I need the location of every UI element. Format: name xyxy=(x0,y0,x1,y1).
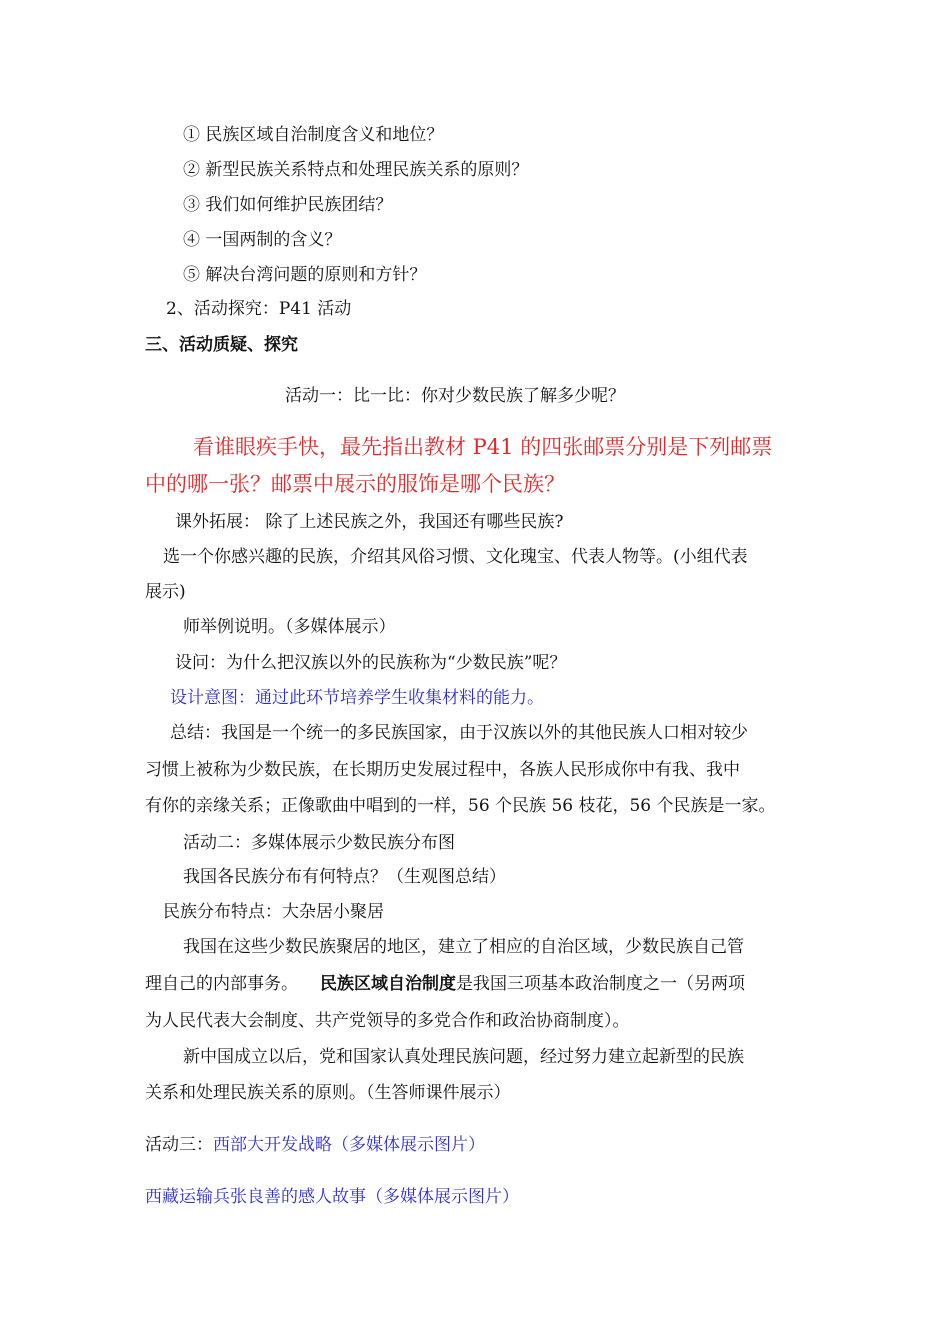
summary-line-2: 习惯上被称为少数民族，在长期历史发展过程中，各族人民形成你中有我、我中 xyxy=(145,760,740,780)
activity-1-title: 活动一：比一比：你对少数民族了解多少呢？ xyxy=(285,386,625,406)
question-1: ① 民族区域自治制度含义和地位？ xyxy=(183,125,444,145)
distribution-feature: 民族分布特点：大杂居小聚居 xyxy=(163,902,384,922)
activity-3-text: 西部大开发战略（多媒体展示图片） xyxy=(213,1135,485,1155)
choose-line-1: 选一个你感兴趣的民族，介绍其风俗习惯、文化瑰宝、代表人物等。(小组代表 xyxy=(163,547,748,567)
question-3: ③ 我们如何维护民族团结？ xyxy=(183,195,393,215)
activity-3 xyxy=(145,1134,485,1156)
autonomy-line-3: 为人民代表大会制度、共产党领导的多党合作和政治协商制度）。 xyxy=(145,1011,630,1031)
new-china-line-2: 关系和处理民族关系的原则。（生答师课件展示） xyxy=(145,1083,511,1103)
question-5: ⑤ 解决台湾问题的原则和方针？ xyxy=(183,265,427,285)
question-2: ② 新型民族关系特点和处理民族关系的原则？ xyxy=(183,160,529,180)
tibet-story: 西藏运输兵张良善的感人故事（多媒体展示图片） xyxy=(145,1187,519,1207)
activity-2-question: 我国各民族分布有何特点？（生观图总结） xyxy=(183,867,506,887)
activity-explore: 2、活动探究：P41 活动 xyxy=(166,299,352,319)
autonomy-term: 民族区域自治制度 xyxy=(320,974,456,994)
design-intent: 设计意图：通过此环节培养学生收集材料的能力。 xyxy=(170,688,544,708)
autonomy-line-1: 我国在这些少数民族聚居的地区，建立了相应的自治区域，少数民族自己管 xyxy=(183,937,744,957)
summary-line-1: 总结：我国是一个统一的多民族国家，由于汉族以外的其他民族人口相对较少 xyxy=(170,723,748,743)
question-4: ④ 一国两制的含义？ xyxy=(183,230,342,250)
red-prompt-line-1: 看谁眼疾手快，最先指出教材 P41 的四张邮票分别是下列邮票 xyxy=(193,435,773,459)
section-heading: 三、活动质疑、探究 xyxy=(145,335,298,355)
question-why: 设问：为什么把汉族以外的民族称为“少数民族”呢？ xyxy=(175,653,567,673)
summary-line-3: 有你的亲缘关系；正像歌曲中唱到的一样，56 个民族 56 枝花，56 个民族是一家。 xyxy=(145,796,776,816)
autonomy-line-2-prefix: 理自己的内部事务。 xyxy=(145,974,298,994)
activity-2-title: 活动二：多媒体展示少数民族分布图 xyxy=(183,833,455,853)
choose-line-2: 展示) xyxy=(145,582,186,602)
teacher-example: 师举例说明。（多媒体展示） xyxy=(183,617,396,637)
activity-3-label: 活动三： xyxy=(145,1135,213,1155)
autonomy-line-2-suffix: 是我国三项基本政治制度之一（另两项 xyxy=(456,974,745,994)
extension-question: 课外拓展： 除了上述民族之外，我国还有哪些民族? xyxy=(175,512,564,532)
red-prompt-line-2: 中的哪一张？邮票中展示的服饰是哪个民族？ xyxy=(145,472,565,496)
autonomy-line-2 xyxy=(145,973,745,995)
new-china-line-1: 新中国成立以后，党和国家认真处理民族问题，经过努力建立起新型的民族 xyxy=(183,1047,744,1067)
